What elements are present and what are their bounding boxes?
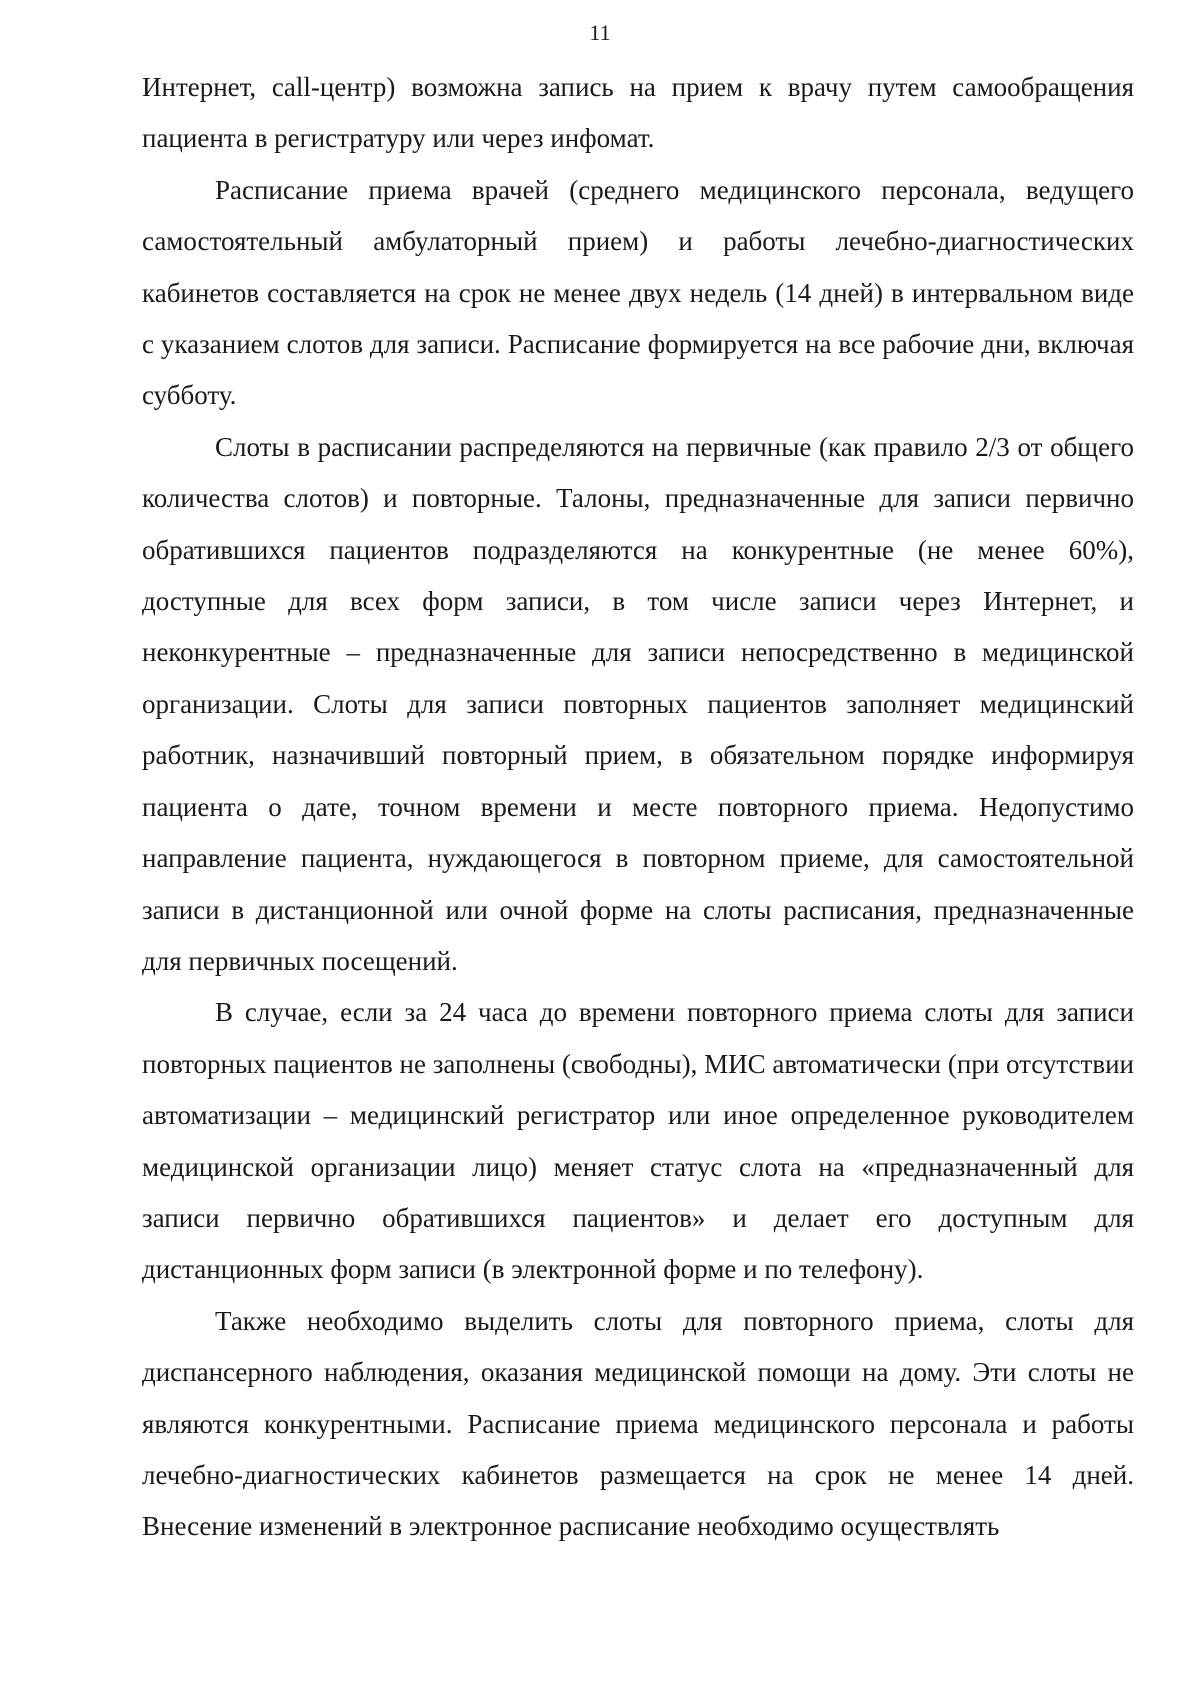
paragraph-4: В случае, если за 24 часа до времени повторного приема слоты для записи повторных пациентов не заполнены (свободны), МИС автоматически (при отсутствии автоматизации – медицинский регистратор или иное определенное руководителем медицинской организации лицо) меняет статус слота на «предназначенный для записи первично обратившихся пациентов» и делает его доступным для дистанционных форм записи (в электронной форме и по телефону).: [142, 997, 1134, 1285]
page-number: 11: [589, 20, 611, 45]
paragraph-5: Также необходимо выделить слоты для повторного приема, слоты для диспансерного наблюдения, оказания медицинской помощи на дому. Эти слоты не являются конкурентными. Расписание приема медицинского персонала и работы лечебно-диагностических кабинетов размещается на срок не менее 14 дней. Внесение изменений в электронное расписание необходимо осуществлять: [142, 1305, 1134, 1542]
paragraph-3: Слоты в расписании распределяются на первичные (как правило 2/3 от общего количества слотов) и повторные. Талоны, предназначенные для записи первично обратившихся пациентов подразделяются на конкурентные (не менее 60%), доступные для всех форм записи, в том числе записи через Интернет, и неконкурентные – предназначенные для записи непосредственно в медицинской организации. Слоты для записи повторных пациентов заполняет медицинский работник, назначивший повторный прием, в обязательном порядке информируя пациента о дате, точном времени и месте повторного приема. Недопустимо направление пациента, нуждающегося в повторном приеме, для самостоятельной записи в дистанционной или очной форме на слоты расписания, предназначенные для первичных посещений.: [142, 431, 1134, 976]
paragraph-1: Интернет, call-центр) возможна запись на прием к врачу путем самообращения пациента в регистратуру или через инфомат.: [142, 72, 1134, 154]
paragraph-2: Расписание приема врачей (среднего медицинского персонала, ведущего самостоятельный амбулаторный прием) и работы лечебно-диагностических кабинетов составляется на срок не менее двух недель (14 дней) в интервальном виде с указанием слотов для записи. Расписание формируется на все рабочие дни, включая субботу.: [142, 174, 1134, 411]
document-body: [142, 62, 1134, 1553]
